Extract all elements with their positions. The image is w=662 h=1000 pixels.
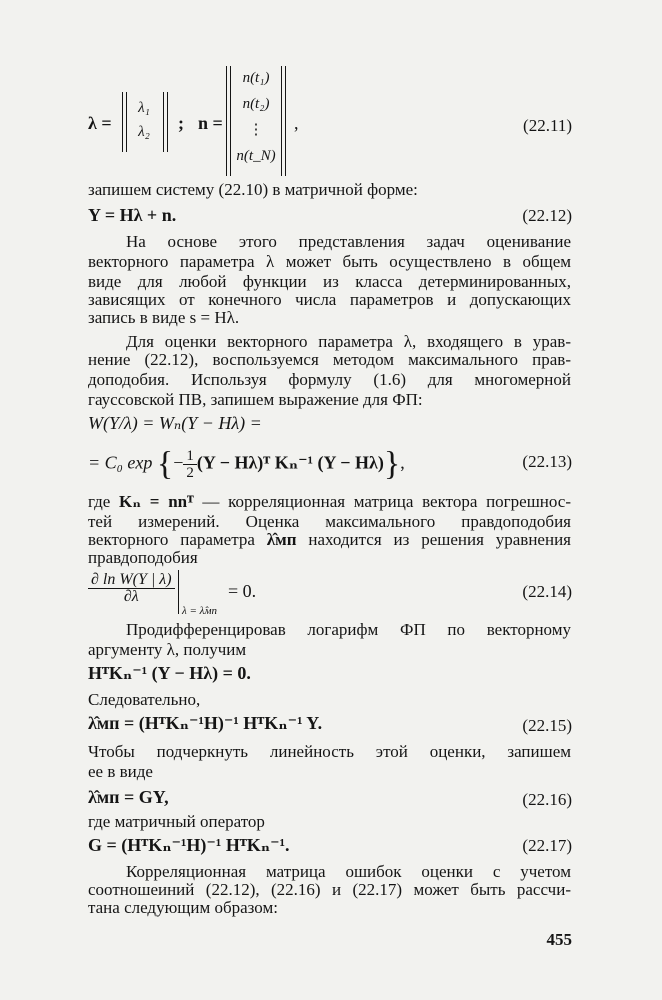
paragraph-line: [88, 492, 571, 512]
paragraph-line: ее в виде: [88, 762, 153, 781]
paragraph-line: Чтобы подчеркнуть линейность этой оценки, запишем: [88, 742, 571, 761]
paragraph-line: тей измерений. Оценка максимального правдоподобия: [88, 512, 571, 531]
paragraph-line: тана следующим образом:: [88, 898, 278, 917]
derivative-numerator: ∂ ln W(Y | λ): [88, 572, 175, 589]
matrix-bar-right-1: [163, 92, 164, 152]
formula-body: (Y − Hλ)ᵀ Kₙ⁻¹ (Y − Hλ): [196, 452, 384, 473]
evaluation-bar: [178, 570, 179, 614]
paragraph-line: гауссовской ПВ, запишем выражение для ФП:: [88, 390, 423, 409]
eq-number-22-16: (22.16): [522, 790, 572, 809]
fraction-denominator: 2: [186, 465, 194, 481]
matrix-dots: ⋮: [248, 122, 264, 138]
paragraph-line: доподобия. Используя формулу (1.6) для многомерной: [88, 370, 571, 389]
paragraph-line: [88, 530, 571, 550]
fraction-half: [183, 448, 197, 481]
formula-22-16: λ̂мп = GY,: [88, 787, 169, 807]
paragraph-line: векторного параметра λ может быть осуществлено в общем: [88, 252, 571, 271]
eq-number-22-11: (22.11): [523, 116, 572, 135]
fraction-numerator: 1: [183, 448, 197, 465]
eq-number-22-13: (22.13): [522, 452, 572, 471]
matrix-n-bar-right-2: [285, 66, 286, 176]
inline-formula-k: Kₙ = nnᵀ: [119, 492, 194, 511]
text-fragment: находится из решения уравнения: [308, 530, 571, 549]
formula-prefix: = C₀ exp: [88, 452, 153, 473]
formula-gradient: HᵀKₙ⁻¹ (Y − Hλ) = 0.: [88, 663, 251, 683]
formula-22-14: [88, 572, 175, 605]
page-number: 455: [546, 930, 572, 949]
eq-number-22-12: (22.12): [522, 206, 572, 225]
matrix-n-1: n(t₁): [242, 70, 270, 86]
paragraph-line: нение (22.12), воспользуемся методом максимального прав-: [88, 350, 571, 369]
inline-formula-lambda-hat: λ̂мп: [266, 530, 297, 549]
formula-comma: ,: [400, 452, 405, 473]
derivative-fraction: [88, 572, 175, 605]
eq-number-22-17: (22.17): [522, 836, 572, 855]
formula-22-17: G = (HᵀKₙ⁻¹H)⁻¹ HᵀKₙ⁻¹.: [88, 835, 290, 855]
text-line: запишем систему (22.10) в матричной форме:: [88, 180, 418, 199]
formula-22-13-line-1: W(Y/λ) = Wₙ(Y − Hλ) =: [88, 413, 262, 433]
left-brace: {: [156, 445, 174, 483]
eq-number-22-14: (22.14): [522, 582, 572, 601]
text-fragment: векторного параметра: [88, 530, 255, 549]
paragraph-line: аргументу λ, получим: [88, 640, 247, 659]
text-fragment: где: [88, 492, 111, 511]
matrix-n-bar-right-1: [281, 66, 282, 176]
eq-lambda-label: λ =: [88, 113, 112, 133]
text-fragment: — корреляционная матрица вектора погрешнос-: [202, 492, 572, 511]
paragraph-line: виде для любой функции из класса детерминированных,: [88, 272, 571, 291]
paragraph-line: Корреляционная матрица ошибок оценки с учетом: [126, 862, 571, 881]
formula-22-14-rhs: = 0.: [228, 581, 257, 601]
paragraph-line: Для оценки векторного параметра λ, входящего в урав-: [126, 332, 571, 351]
matrix-n-bar-left-1: [226, 66, 227, 176]
derivative-denominator: ∂λ: [123, 588, 139, 605]
eq-comma: ,: [294, 113, 299, 133]
matrix-n-N: n(t_N): [236, 148, 276, 164]
paragraph-line: соотношеиний (22.12), (22.16) и (22.17) может быть рассчи-: [88, 880, 571, 899]
matrix-lambda-1: λ₁: [138, 100, 150, 116]
eq-n-label: n =: [198, 113, 223, 133]
paragraph-line: правдоподобия: [88, 548, 198, 567]
formula-22-12: Y = Hλ + n.: [88, 205, 177, 225]
paragraph-line: На основе этого представления задач оценивание: [126, 232, 571, 251]
text-line: Следовательно,: [88, 690, 201, 709]
eq-separator: ;: [178, 113, 184, 133]
right-brace: }: [383, 445, 401, 483]
paragraph-line: запись в виде s = Hλ.: [88, 308, 240, 327]
eq-number-22-15: (22.15): [522, 716, 572, 735]
formula-22-15: λ̂мп = (HᵀKₙ⁻¹H)⁻¹ HᵀKₙ⁻¹ Y.: [88, 713, 323, 733]
matrix-bar-right-2: [167, 92, 168, 152]
formula-22-13-line-2: = C₀ exp {− $\frac{1}{2}$ (Y − Hλ)ᵀ Kₙ⁻¹ (Y − Hλ)},: [88, 445, 405, 483]
paragraph-line: зависящих от конечного числа параметров и допускающих: [88, 290, 571, 309]
matrix-lambda-2: λ₂: [138, 124, 150, 140]
matrix-n-2: n(t₂): [242, 96, 270, 112]
paragraph-line: Продифференцировав логарифм ФП по векторному: [126, 620, 571, 639]
evaluation-subscript: λ = λ̂мп: [182, 605, 217, 617]
text-line: где матричный оператор: [88, 812, 265, 831]
